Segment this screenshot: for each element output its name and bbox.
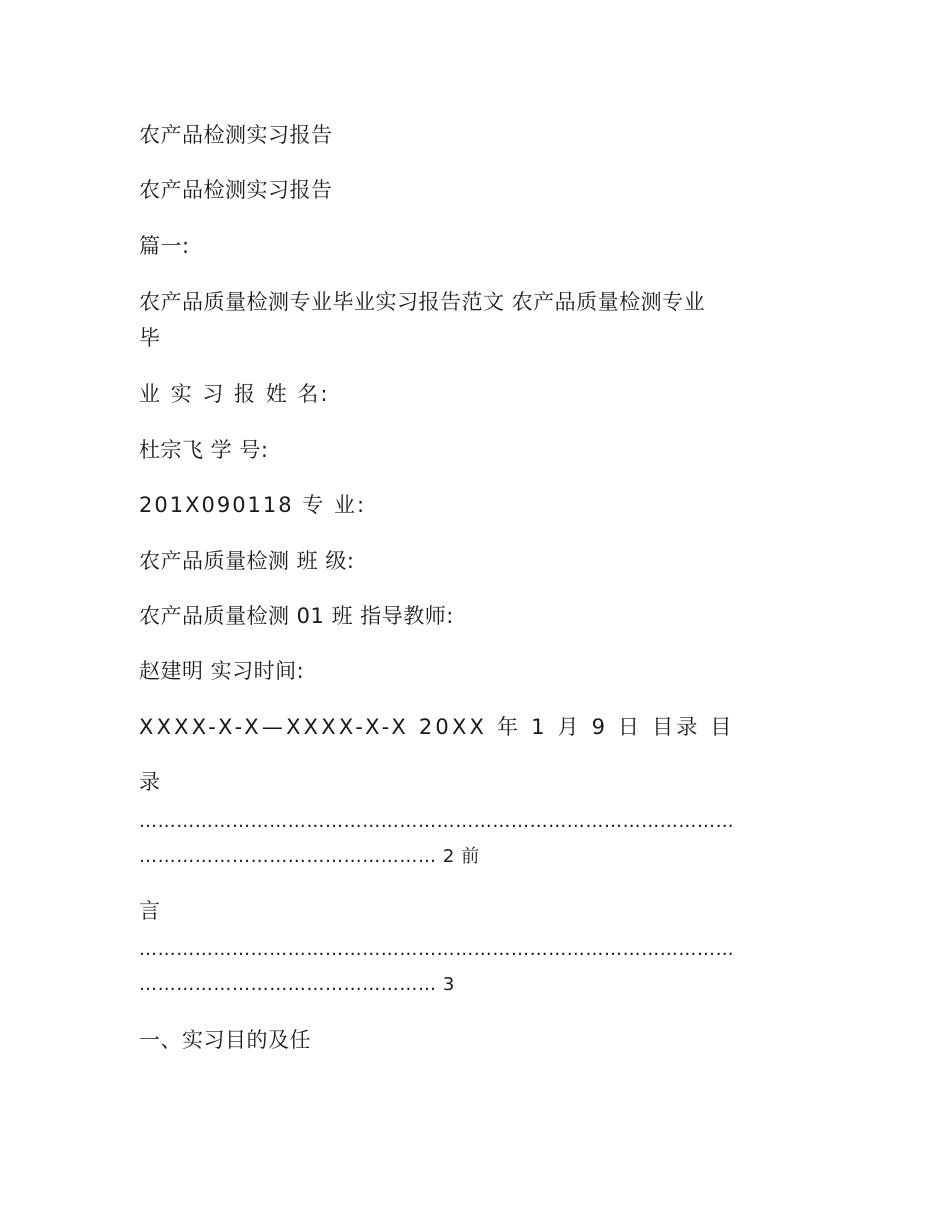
cover-field-internship-period: 赵建明 实习时间: [139,659,305,683]
document-title: 农产品检测实习报告 [139,123,333,147]
section-heading: 一、实习目的及任 [139,1028,311,1052]
report-heading-line-2: 毕 [139,326,161,350]
toc-leader-dots: …………………………………………………………………………………… [139,811,735,832]
cover-field-date-range: XXXX-X-X—XXXX-X-X 20XX 年 1 月 9 日 目录 目 [139,715,735,739]
cover-field-student-id: 杜宗飞 学 号: [139,438,269,462]
document-subtitle: 农产品检测实习报告 [139,178,333,202]
toc-leader-dots: …………………………………………………………………………………… [139,939,735,960]
toc-entry-label: 言 [139,899,161,923]
section-label: 篇一: [139,234,190,258]
report-heading-line-1: 农产品质量检测专业毕业实习报告范文 农产品质量检测专业 [139,290,706,314]
toc-leader-dots-page: ………………………………………… 2 前 [139,846,480,867]
cover-field-student-name: 业 实 习 报 姓 名: [139,382,330,406]
toc-leader-dots-page: ………………………………………… 3 [139,974,455,995]
cover-field-advisor: 农产品质量检测 01 班 指导教师: [139,604,454,628]
cover-field-class: 农产品质量检测 班 级: [139,549,355,573]
toc-entry-label: 录 [139,770,161,794]
cover-field-major: 201X090118 专 业: [139,493,367,517]
